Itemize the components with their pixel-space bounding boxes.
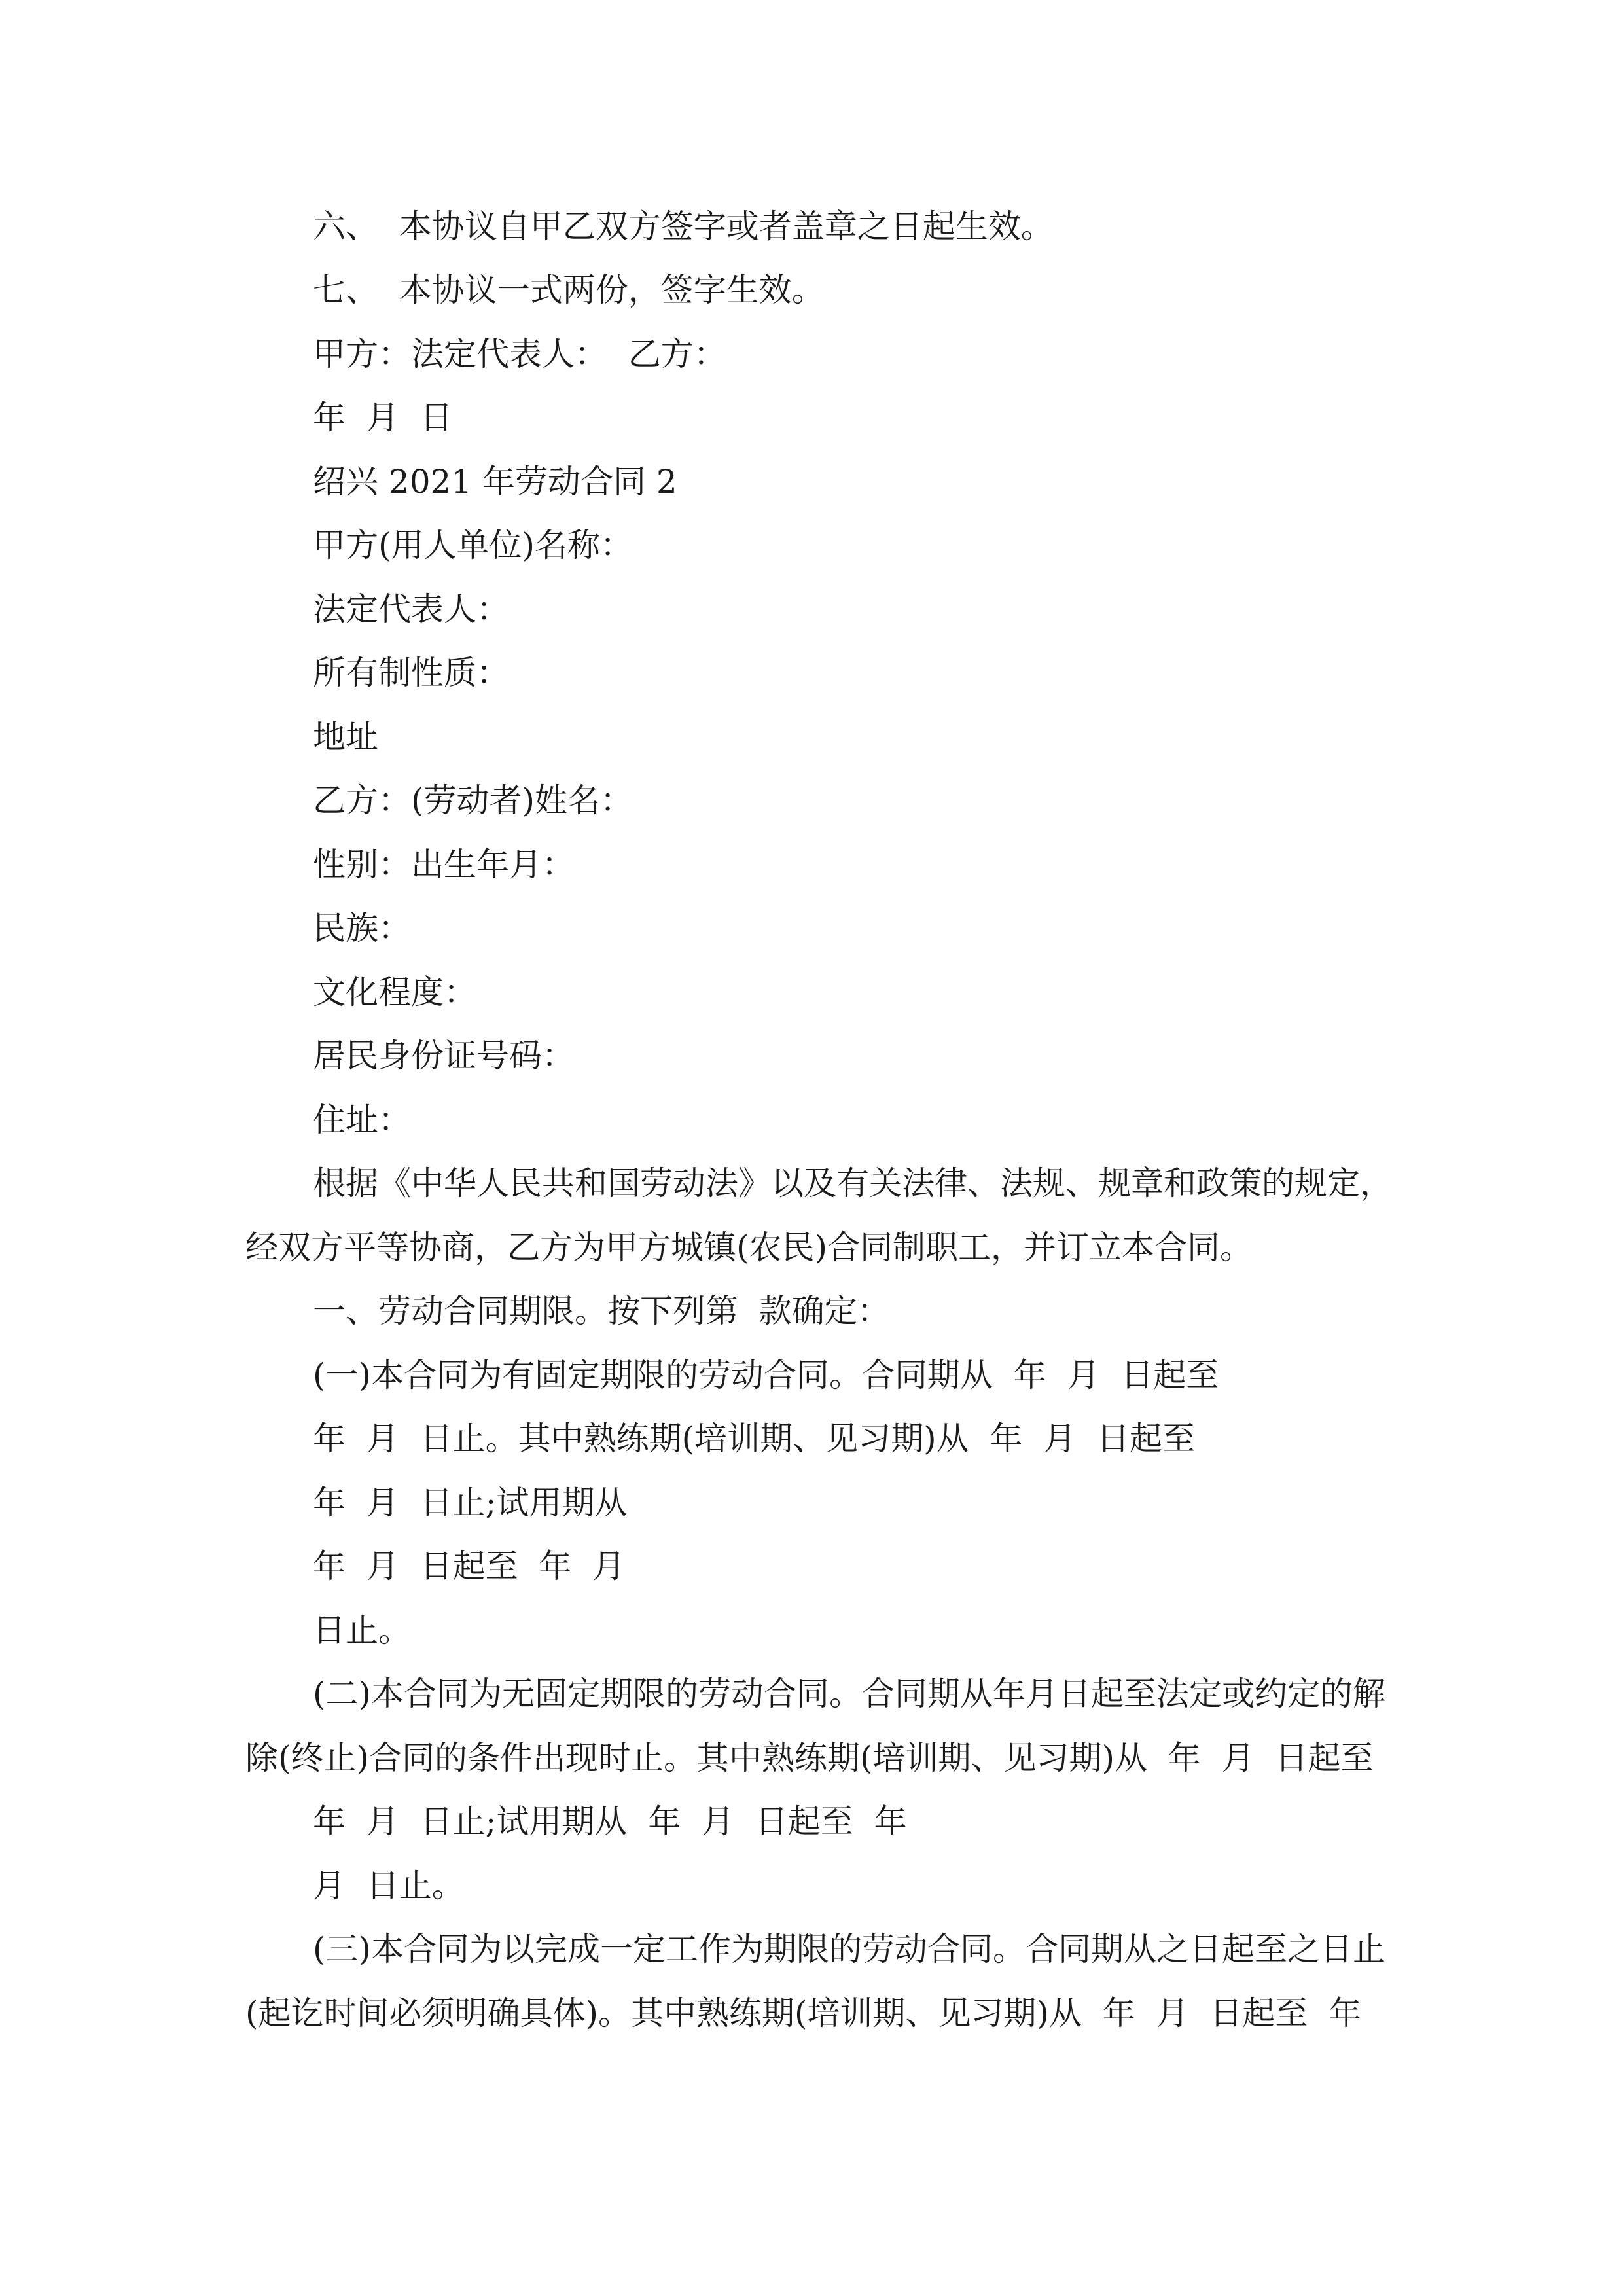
address-field: 地址 (313, 718, 378, 756)
term-task-line-1: (三)本合同为以完成一定工作为期限的劳动合同。合同期从之日起至之日止 (313, 1930, 1386, 1968)
term-open-line-3: 年 月 日止;试用期从 年 月 日起至 年 (313, 1803, 907, 1840)
ethnicity-field: 民族： (313, 909, 411, 947)
contract-title: 绍兴 2021 年劳动合同 2 (313, 463, 677, 501)
term-fixed-line-2: 年 月 日止。其中熟练期(培训期、见习期)从 年 月 日起至 (313, 1420, 1195, 1458)
term-fixed-line-5: 日止。 (313, 1611, 411, 1649)
signature-line: 甲方：法定代表人： 乙方： (313, 335, 726, 373)
term-fixed-line-4: 年 月 日起至 年 月 (313, 1547, 626, 1585)
employer-name-field: 甲方(用人单位)名称： (313, 526, 633, 564)
term-fixed-line-1: (一)本合同为有固定期限的劳动合同。合同期从 年 月 日起至 (313, 1356, 1219, 1394)
gender-birth-field: 性别：出生年月： (313, 846, 575, 884)
clause-6: 六、 本协议自甲乙双方签字或者盖章之日起生效。 (313, 207, 1054, 245)
term-open-line-1: (二)本合同为无固定期限的劳动合同。合同期从年月日起至法定或约定的解 (313, 1675, 1386, 1713)
education-field: 文化程度： (313, 973, 476, 1011)
term-open-line-2: 除(终止)合同的条件出现时止。其中熟练期(培训期、见习期)从 年 月 日起至 (245, 1739, 1374, 1777)
date-line: 年 月 日 (313, 399, 453, 437)
preamble-line-1: 根据《中华人民共和国劳动法》以及有关法律、法规、规章和政策的规定， (313, 1164, 1393, 1202)
employee-name-field: 乙方：(劳动者)姓名： (313, 781, 633, 819)
ownership-field: 所有制性质： (313, 654, 509, 692)
id-number-field: 居民身份证号码： (313, 1037, 575, 1075)
preamble-line-2: 经双方平等协商，乙方为甲方城镇(农民)合同制职工，并订立本合同。 (245, 1229, 1253, 1266)
term-task-line-2: (起讫时间必须明确具体)。其中熟练期(培训期、见习期)从 年 月 日起至 年 (245, 1994, 1362, 2032)
section-1-heading: 一、劳动合同期限。按下列第 款确定： (313, 1292, 890, 1330)
legal-representative-field: 法定代表人： (313, 590, 509, 628)
residence-field: 住址： (313, 1101, 411, 1139)
clause-7: 七、 本协议一式两份，签字生效。 (313, 271, 825, 309)
term-open-line-4: 月 日止。 (313, 1867, 465, 1905)
term-fixed-line-3: 年 月 日止;试用期从 (313, 1484, 628, 1522)
